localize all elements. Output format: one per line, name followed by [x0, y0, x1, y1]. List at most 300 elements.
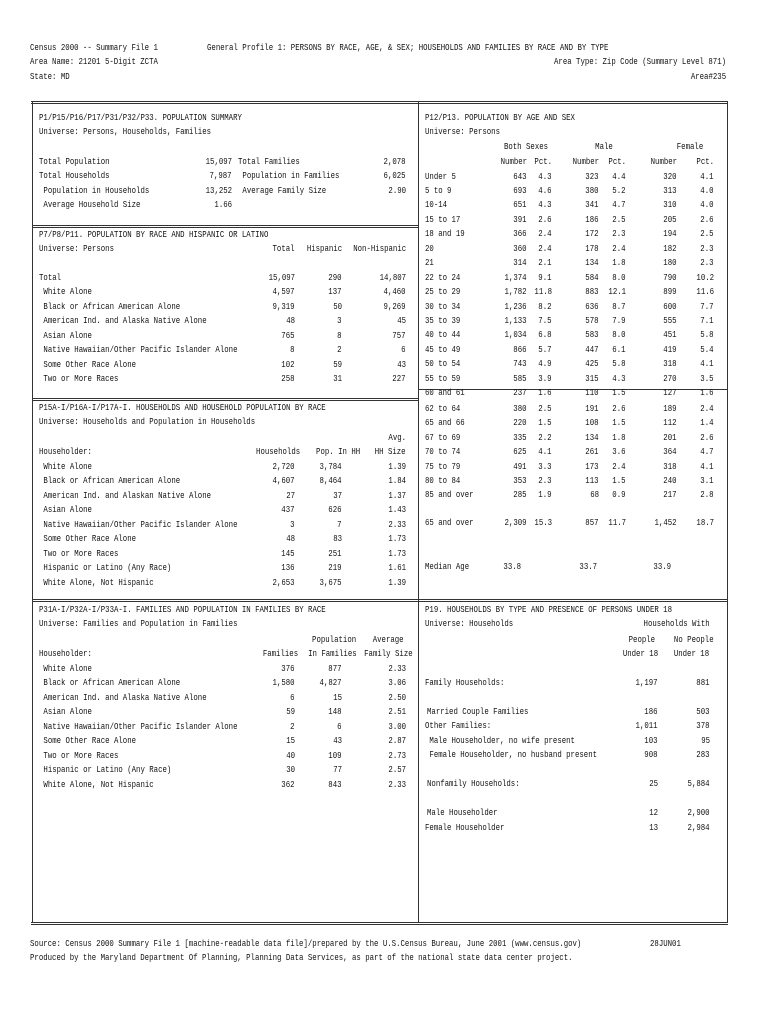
table-cell: 353 — [513, 474, 527, 486]
row-label: White Alone — [39, 286, 92, 298]
table-cell: 285 — [513, 489, 527, 501]
age-label: 18 and 19 — [425, 228, 465, 240]
age-label: 40 to 44 — [425, 329, 461, 341]
table-cell: 6 — [290, 691, 295, 703]
table-cell: 50 — [333, 300, 342, 312]
table-cell: 2,653 — [272, 576, 295, 588]
table-cell: 18.7 — [696, 517, 714, 528]
table-cell: 883 — [585, 286, 599, 298]
section-universe: Universe: Households and Population in Households — [39, 416, 256, 427]
table-cell: 68 — [590, 489, 599, 501]
row-label: Black or African American Alone — [39, 677, 181, 689]
table-cell: 2 — [290, 720, 295, 732]
table-cell: 2.73 — [388, 749, 406, 761]
table-cell: 5.8 — [700, 329, 714, 341]
table-cell: 3,784 — [319, 461, 342, 472]
section-title: P31A-I/P32A-I/P33A-I. FAMILIES AND POPULATION IN FAMILIES BY RACE — [39, 604, 326, 615]
table-cell: 1.5 — [612, 417, 626, 429]
row-label: Native Hawaiian/Other Pacific Islander Alone — [39, 518, 238, 530]
table-cell: 3.1 — [700, 474, 714, 486]
table-cell: 843 — [328, 778, 342, 790]
table-cell: 103 — [644, 735, 658, 746]
table-cell: 881 — [696, 677, 710, 688]
table-cell: 145 — [281, 547, 295, 559]
table-cell: 341 — [585, 199, 599, 211]
table-cell: 6.1 — [612, 343, 626, 355]
table-cell: 134 — [585, 257, 599, 269]
table-cell: 83 — [333, 533, 342, 545]
table-cell: 0.9 — [612, 489, 626, 501]
table-cell: 59 — [286, 706, 295, 718]
table-cell: 4.7 — [612, 199, 626, 211]
table-cell: 7 — [337, 518, 342, 530]
table-cell: 447 — [585, 343, 599, 355]
table-cell: 137 — [328, 286, 342, 298]
table-cell: 391 — [513, 213, 527, 225]
column-header: Pct. — [696, 156, 714, 167]
row-label: Asian Alone — [39, 329, 92, 341]
table-cell: 9,319 — [272, 300, 295, 312]
summary-label: Average Family Size — [238, 184, 327, 196]
table-cell: 3 — [290, 518, 295, 530]
table-cell: 2.3 — [700, 242, 714, 254]
table-cell: 4.6 — [538, 184, 552, 196]
table-cell: 2.4 — [538, 242, 552, 254]
row-label: Two or More Races — [39, 547, 119, 559]
table-cell: 451 — [663, 329, 677, 341]
age-label: 25 to 29 — [425, 286, 461, 298]
table-cell: 378 — [696, 720, 710, 731]
table-cell: 2.4 — [612, 242, 626, 254]
table-cell: 178 — [585, 242, 599, 254]
column-header: Number — [650, 156, 677, 167]
table-cell: 1.73 — [388, 547, 406, 559]
row-label: Some Other Race Alone — [39, 735, 137, 747]
table-cell: 201 — [663, 431, 677, 443]
table-cell: 419 — [663, 343, 677, 355]
table-cell: 4.7 — [700, 446, 714, 458]
summary-value: 6,025 — [383, 170, 406, 182]
row-label: Family Households: — [425, 677, 505, 688]
column-header: HH Size — [375, 446, 406, 457]
row-label: Hispanic or Latino (Any Race) — [39, 562, 172, 574]
table-cell: 15,097 — [268, 272, 295, 283]
table-cell: 27 — [286, 489, 295, 501]
age-label: 65 and over — [425, 517, 474, 528]
age-label: 30 to 34 — [425, 300, 461, 312]
table-cell: 1.5 — [612, 474, 626, 486]
summary-label: Population in Households — [39, 184, 150, 196]
table-cell: 1.73 — [388, 533, 406, 545]
section-universe: Universe: Persons — [425, 126, 500, 137]
table-cell: 30 — [286, 764, 295, 776]
table-cell: 13 — [649, 822, 658, 833]
age-label: 10-14 — [425, 199, 448, 211]
table-cell: 636 — [585, 300, 599, 312]
column-header: Family Size — [364, 648, 413, 659]
table-cell: 1.6 — [700, 387, 714, 399]
row-label: White Alone, Not Hispanic — [39, 576, 154, 588]
table-cell: 3,675 — [319, 576, 342, 588]
summary-value: 2,078 — [383, 156, 406, 167]
table-cell: 2.5 — [612, 213, 626, 225]
table-cell: 172 — [585, 228, 599, 240]
table-cell: 4.3 — [612, 372, 626, 384]
table-cell: 33.9 — [653, 561, 671, 572]
table-cell: 790 — [663, 271, 677, 283]
table-cell: 360 — [513, 242, 527, 254]
table-cell: 194 — [663, 228, 677, 240]
table-cell: 491 — [513, 460, 527, 472]
table-cell: 1.39 — [388, 576, 406, 588]
row-label: Married Couple Families — [427, 706, 529, 717]
table-cell: 1.5 — [612, 387, 626, 399]
table-cell: 227 — [392, 373, 406, 385]
age-label: 5 to 9 — [425, 184, 452, 196]
table-cell: 8 — [337, 329, 342, 341]
table-cell: 585 — [513, 372, 527, 384]
table-cell: 318 — [663, 358, 677, 370]
table-cell: 626 — [328, 504, 342, 516]
table-cell: 205 — [663, 213, 677, 225]
table-cell: 583 — [585, 329, 599, 341]
age-label: 85 and over — [425, 489, 474, 501]
table-cell: 186 — [644, 706, 658, 717]
section-title: P1/P15/P16/P17/P31/P32/P33. POPULATION SUMMARY — [39, 112, 242, 123]
footer-date: 28JUN01 — [650, 938, 681, 949]
table-cell: 112 — [663, 417, 677, 429]
table-cell: 1.39 — [388, 461, 406, 472]
table-cell: 2,309 — [504, 517, 527, 528]
footer-credit: Produced by the Maryland Department Of Planning, Planning Data Services, as part of the national state data center project. — [30, 952, 573, 963]
table-cell: 1,580 — [272, 677, 295, 689]
table-cell: 2.5 — [700, 228, 714, 240]
table-cell: 219 — [328, 562, 342, 574]
table-cell: 43 — [397, 358, 406, 370]
summary-value: 15,097 — [205, 156, 232, 167]
table-cell: 2.33 — [388, 778, 406, 790]
age-label: 21 — [425, 257, 434, 269]
table-cell: 2.5 — [538, 402, 552, 414]
table-cell: 425 — [585, 358, 599, 370]
age-label: 62 to 64 — [425, 402, 461, 414]
table-cell: 113 — [585, 474, 599, 486]
age-label: 80 to 84 — [425, 474, 461, 486]
column-header: In Families — [308, 648, 357, 659]
age-label: 20 — [425, 242, 434, 254]
table-cell: 37 — [333, 489, 342, 501]
table-cell: 180 — [663, 257, 677, 269]
table-cell: 318 — [663, 460, 677, 472]
report-title: Census 2000 -- Summary File 1 — [30, 42, 158, 53]
table-cell: 380 — [585, 184, 599, 196]
divider-race-households — [32, 398, 418, 401]
table-cell: 1.37 — [388, 489, 406, 501]
table-cell: 59 — [333, 358, 342, 370]
summary-label: Total Families — [238, 156, 300, 167]
row-label: Householder: — [39, 648, 92, 659]
table-cell: 8,464 — [319, 475, 342, 487]
age-label: 75 to 79 — [425, 460, 461, 472]
table-cell: 2.87 — [388, 735, 406, 747]
row-label: Female Householder, no husband present — [425, 749, 598, 760]
area-name: Area Name: 21201 5-Digit ZCTA — [30, 56, 158, 67]
section-universe: Universe: Persons, Households, Families — [39, 126, 212, 138]
table-cell: 4.9 — [538, 358, 552, 370]
column-header: Total — [272, 243, 295, 254]
row-label: Two or More Races — [39, 749, 119, 761]
table-cell: 3.06 — [388, 677, 406, 689]
table-cell: 240 — [663, 474, 677, 486]
table-cell: 757 — [392, 329, 406, 341]
table-cell: 1,133 — [504, 315, 527, 326]
group-header: Male — [595, 141, 613, 152]
table-cell: 9.1 — [538, 271, 552, 283]
table-cell: 1.6 — [538, 387, 552, 399]
section-universe: Universe: Persons — [39, 243, 114, 254]
column-header: Families — [262, 648, 298, 659]
table-cell: 578 — [585, 315, 599, 326]
row-label: Male Householder — [427, 807, 498, 818]
table-cell: 625 — [513, 446, 527, 458]
area-type: Area Type: Zip Code (Summary Level 871) — [553, 56, 726, 67]
age-label: 45 to 49 — [425, 343, 461, 355]
table-cell: 908 — [644, 749, 658, 760]
table-cell: 9,269 — [383, 300, 406, 312]
section-universe: Universe: Families and Population in Families — [39, 618, 238, 629]
table-cell: 290 — [328, 272, 342, 283]
age-label: 70 to 74 — [425, 446, 461, 458]
table-cell: 11.7 — [608, 517, 626, 528]
table-cell: 283 — [696, 749, 710, 760]
table-cell: 743 — [513, 358, 527, 370]
divider-pop-race — [32, 225, 418, 228]
table-cell: 2.4 — [700, 402, 714, 414]
table-cell: 555 — [663, 315, 677, 326]
age-label: Median Age — [425, 561, 470, 572]
table-cell: 15.3 — [534, 517, 552, 528]
row-label: Female Householder — [425, 822, 505, 833]
table-cell: 2.4 — [612, 460, 626, 472]
table-cell: 173 — [585, 460, 599, 472]
table-cell: 4.1 — [700, 358, 714, 370]
table-cell: 3.5 — [700, 372, 714, 384]
table-cell: 1,011 — [635, 720, 658, 731]
table-cell: 4.3 — [538, 199, 552, 211]
age-label: 15 to 17 — [425, 213, 461, 225]
table-cell: 6 — [401, 344, 406, 356]
report-subtitle: General Profile 1: PERSONS BY RACE, AGE, & SEX; HOUSEHOLDS AND FAMILIES BY RACE AND BY TYPE — [207, 42, 609, 53]
table-cell: 6 — [337, 720, 342, 732]
table-cell: 77 — [333, 764, 342, 776]
table-cell: 33.8 — [503, 561, 521, 572]
table-cell: 110 — [585, 387, 599, 399]
table-cell: 2.2 — [538, 431, 552, 443]
section-title: P15A-I/P16A-I/P17A-I. HOUSEHOLDS AND HOUSEHOLD POPULATION BY RACE — [39, 402, 326, 413]
top-border — [31, 101, 728, 104]
divider-households-families — [32, 599, 418, 602]
table-cell: 4,827 — [319, 677, 342, 689]
column-header: Number — [572, 156, 599, 167]
column-header: Non-Hispanic — [353, 243, 406, 254]
column-header: People — [628, 634, 655, 645]
table-cell: 182 — [663, 242, 677, 254]
table-cell: 651 — [513, 199, 527, 211]
table-cell: 31 — [333, 373, 342, 385]
age-label: 50 to 54 — [425, 358, 461, 370]
row-label: Some Other Race Alone — [39, 358, 137, 370]
column-header: Under 18 — [673, 648, 709, 659]
table-cell: 376 — [281, 663, 295, 674]
column-header: Pct. — [608, 156, 626, 167]
footer-source: Source: Census 2000 Summary File 1 [machine-readable data file]/prepared by the U.S.Census Bureau, June 2001 (www.census.gov) — [30, 938, 582, 949]
row-label: White Alone, Not Hispanic — [39, 778, 154, 790]
table-cell: 899 — [663, 286, 677, 298]
table-cell: 3.3 — [538, 460, 552, 472]
table-cell: 1.61 — [388, 562, 406, 574]
table-cell: 8.0 — [612, 271, 626, 283]
age-label: Under 5 — [425, 170, 456, 182]
table-cell: 45 — [397, 315, 406, 327]
table-cell: 2.3 — [700, 257, 714, 269]
table-cell: 2.4 — [538, 228, 552, 240]
table-cell: 127 — [663, 387, 677, 399]
table-cell: 857 — [585, 517, 599, 528]
table-cell: 2.6 — [612, 402, 626, 414]
table-cell: 2.6 — [700, 213, 714, 225]
row-label: American Ind. and Alaska Native Alone — [39, 315, 207, 327]
table-cell: 7.7 — [700, 300, 714, 312]
table-cell: 1,374 — [504, 271, 527, 283]
table-cell: 14,807 — [379, 272, 406, 283]
table-cell: 2.8 — [700, 489, 714, 501]
row-label: Total — [39, 272, 62, 283]
table-cell: 310 — [663, 199, 677, 211]
row-label: Black or African American Alone — [39, 475, 181, 487]
table-cell: 2.50 — [388, 691, 406, 703]
table-cell: 2 — [337, 344, 342, 356]
table-cell: 1.8 — [612, 257, 626, 269]
table-cell: 765 — [281, 329, 295, 341]
row-label: White Alone — [39, 663, 92, 674]
row-label: Some Other Race Alone — [39, 533, 137, 545]
table-cell: 1.5 — [538, 417, 552, 429]
row-label: Other Families: — [425, 720, 492, 731]
summary-label: Population in Families — [238, 170, 340, 182]
table-cell: 1,197 — [635, 677, 658, 688]
table-cell: 2.6 — [700, 431, 714, 443]
table-cell: 4.3 — [538, 170, 552, 182]
area-number: Area#235 — [690, 71, 726, 82]
table-cell: 11.6 — [696, 286, 714, 298]
section-title: P7/P8/P11. POPULATION BY RACE AND HISPANIC OR LATINO — [39, 229, 269, 240]
column-header: Number — [500, 156, 527, 167]
table-cell: 643 — [513, 170, 527, 182]
table-cell: 366 — [513, 228, 527, 240]
table-cell: 320 — [663, 170, 677, 182]
table-cell: 323 — [585, 170, 599, 182]
table-cell: 1,452 — [654, 517, 677, 528]
table-cell: 5.7 — [538, 343, 552, 355]
row-label: Male Householder, no wife present — [425, 735, 575, 746]
table-cell: 7.1 — [700, 315, 714, 326]
table-cell: 48 — [286, 533, 295, 545]
table-cell: 220 — [513, 417, 527, 429]
right-border — [727, 101, 728, 923]
table-cell: 2.3 — [612, 228, 626, 240]
column-header: Population — [311, 634, 356, 645]
table-cell: 1,236 — [504, 300, 527, 312]
table-cell: 380 — [513, 402, 527, 414]
table-cell: 1.9 — [538, 489, 552, 501]
table-cell: 134 — [585, 431, 599, 443]
age-label: 35 to 39 — [425, 315, 461, 326]
table-cell: 2.3 — [538, 474, 552, 486]
table-cell: 15 — [286, 735, 295, 747]
table-cell: 10.2 — [696, 271, 714, 283]
table-cell: 2,984 — [687, 822, 710, 833]
table-cell: 600 — [663, 300, 677, 312]
table-cell: 186 — [585, 213, 599, 225]
table-cell: 335 — [513, 431, 527, 443]
table-cell: 95 — [701, 735, 710, 746]
table-cell: 40 — [286, 749, 295, 761]
row-label: Two or More Races — [39, 373, 119, 385]
section-universe: Universe: Households — [425, 618, 514, 629]
table-cell: 15 — [333, 691, 342, 703]
row-label: Black or African American Alone — [39, 300, 181, 312]
summary-label: Average Household Size — [39, 199, 141, 211]
column-header: Hispanic — [306, 243, 342, 254]
age-label: 22 to 24 — [425, 271, 461, 283]
table-cell: 2.6 — [538, 213, 552, 225]
row-label: Native Hawaiian/Other Pacific Islander Alone — [39, 720, 238, 732]
table-cell: 261 — [585, 446, 599, 458]
table-cell: 251 — [328, 547, 342, 559]
table-cell: 8.2 — [538, 300, 552, 312]
table-cell: 7.5 — [538, 315, 552, 326]
table-cell: 12 — [649, 807, 658, 818]
row-label: American Ind. and Alaska Native Alone — [39, 691, 207, 703]
table-cell: 148 — [328, 706, 342, 718]
table-cell: 4.1 — [700, 170, 714, 182]
column-header: Pop. In HH — [315, 446, 360, 457]
table-cell: 108 — [585, 417, 599, 429]
table-cell: 189 — [663, 402, 677, 414]
age-label: 67 to 69 — [425, 431, 461, 443]
summary-value: 2.90 — [388, 184, 406, 196]
column-header: No People — [674, 634, 714, 645]
age-label: 60 and 61 — [425, 387, 465, 399]
row-label: American Ind. and Alaskan Native Alone — [39, 489, 212, 501]
table-cell: 4,597 — [272, 286, 295, 298]
column-header: Pct. — [534, 156, 552, 167]
table-cell: 2.51 — [388, 706, 406, 718]
middle-divider — [418, 101, 419, 923]
table-cell: 2.1 — [538, 257, 552, 269]
table-cell: 2.57 — [388, 764, 406, 776]
table-cell: 258 — [281, 373, 295, 385]
table-cell: 313 — [663, 184, 677, 196]
state-label: State: MD — [30, 71, 70, 82]
table-cell: 1.8 — [612, 431, 626, 443]
table-cell: 4.1 — [700, 460, 714, 472]
table-cell: 102 — [281, 358, 295, 370]
table-cell: 362 — [281, 778, 295, 790]
table-cell: 43 — [333, 735, 342, 747]
summary-value: 13,252 — [205, 184, 232, 196]
row-label: Nonfamily Households: — [427, 778, 520, 789]
